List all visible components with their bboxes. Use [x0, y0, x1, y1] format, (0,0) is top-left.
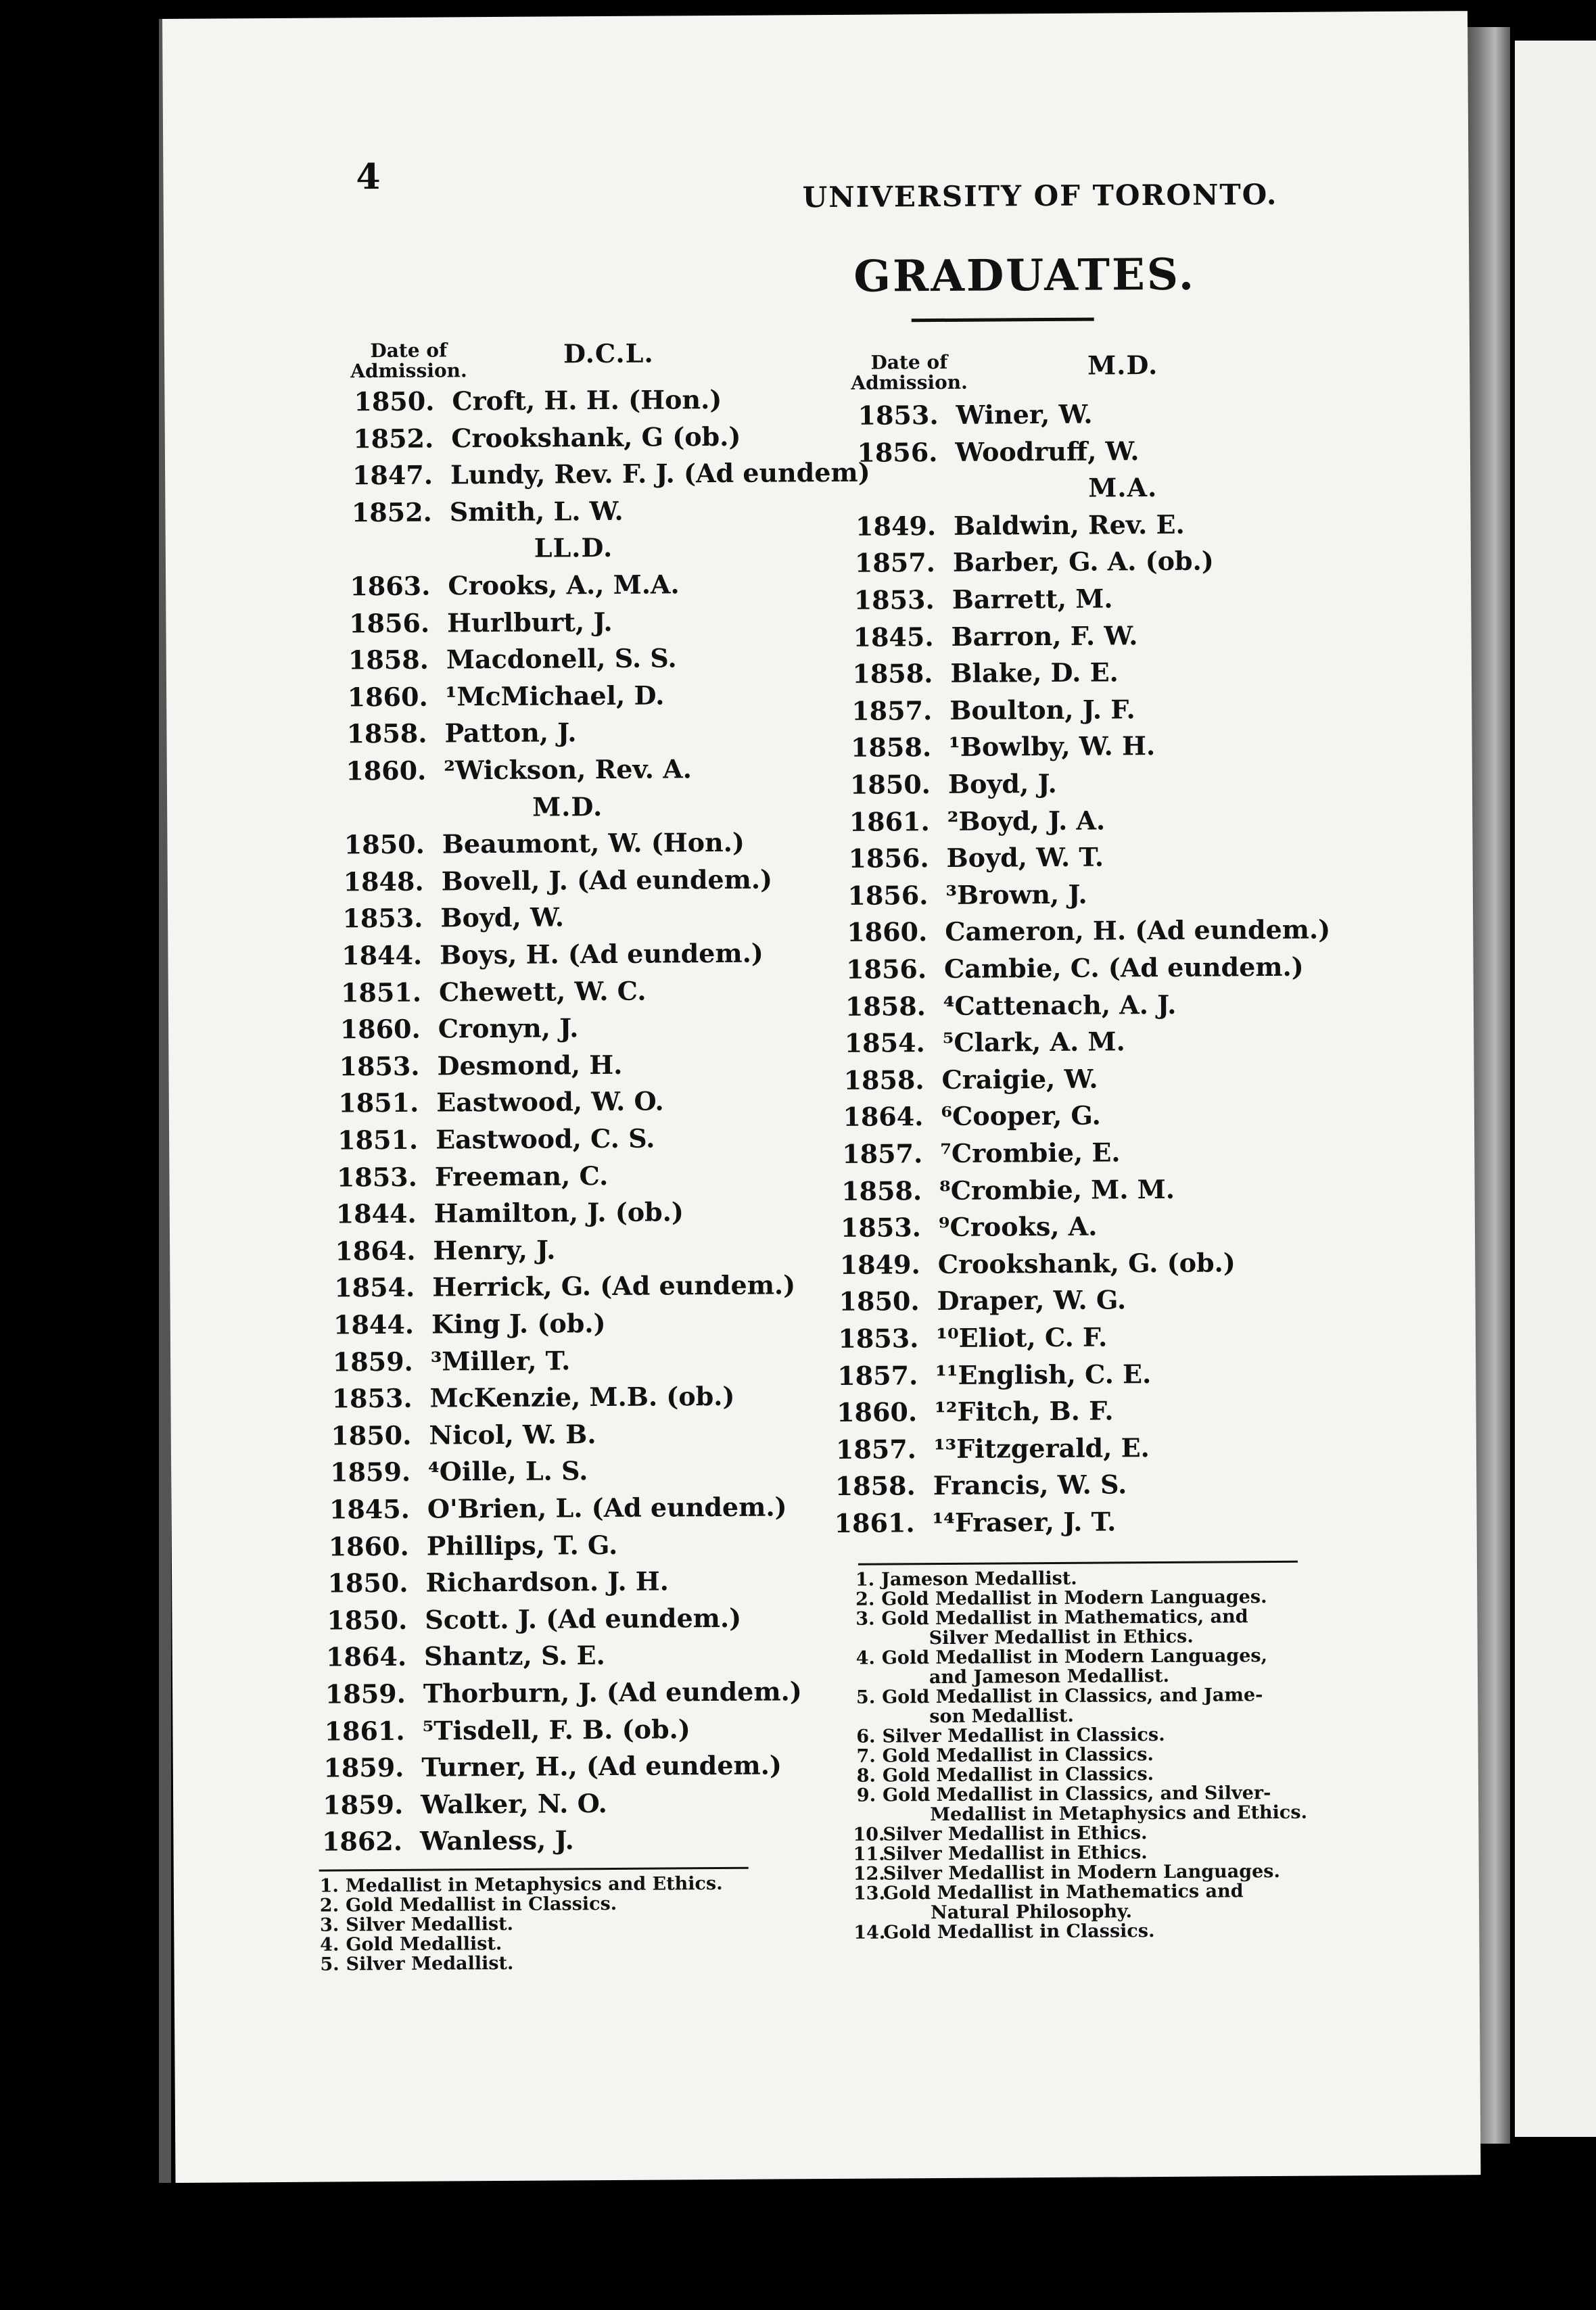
graduate-name: Freeman, C.: [434, 1160, 609, 1192]
admission-year: 1859.: [323, 1789, 404, 1820]
graduate-entry: [837, 1396, 1114, 1428]
admission-year: 1858.: [348, 644, 429, 676]
left-degree-header: D.C.L.: [563, 337, 654, 369]
graduate-entry: [836, 1432, 1150, 1465]
left-footnotes: [316, 1874, 724, 1975]
graduate-entry: [337, 1160, 609, 1192]
graduate-entry: [350, 569, 680, 601]
graduate-entry: [346, 753, 692, 786]
admission-year: 1858.: [346, 718, 427, 749]
footnote-number: 14.: [853, 1922, 886, 1943]
graduate-entry: [353, 421, 741, 454]
footnote-number: 3.: [855, 1608, 875, 1630]
graduate-name: ⁷Crombie, E.: [940, 1137, 1121, 1169]
graduate-name: Desmond, H.: [437, 1049, 623, 1081]
admission-year: 1851.: [340, 976, 422, 1008]
admission-year: 1851.: [337, 1124, 419, 1156]
footnote: [853, 1920, 1308, 1943]
graduate-name: Crookshank, G (ob.): [451, 421, 741, 453]
graduate-name: Bovell, J. (Ad eundem.): [441, 864, 773, 897]
admission-year: 1845.: [329, 1493, 410, 1525]
graduate-entry: [323, 1750, 782, 1783]
graduate-name: McKenzie, M.B. (ob.): [429, 1381, 735, 1413]
graduate-entry: [841, 1173, 1175, 1206]
graduate-name: Crookshank, G. (ob.): [937, 1247, 1236, 1279]
graduate-name: Walker, N. O.: [421, 1787, 607, 1820]
graduate-entry: [326, 1640, 605, 1672]
admission-year: 1856.: [349, 607, 430, 638]
graduate-name: Herrick, G. (Ad eundem.): [432, 1269, 796, 1302]
footnote-text: Gold Medallist in Classics.: [882, 1744, 1154, 1767]
graduate-entry: [325, 1714, 690, 1746]
footnote-text: Gold Medallist in Modern Languages,: [881, 1645, 1268, 1669]
admission-year: 1858.: [841, 1175, 922, 1206]
graduate-name: ²Wickson, Rev. A.: [444, 753, 693, 786]
admission-year: 1849.: [839, 1248, 920, 1280]
footnote-text: Gold Medallist in Classics, and Jame-: [882, 1684, 1263, 1708]
admission-year: 1853.: [853, 584, 935, 615]
ma-section-header: M.A.: [1088, 472, 1158, 503]
graduate-entry: [853, 620, 1137, 653]
graduate-entry: [337, 1123, 655, 1156]
graduate-entry: [839, 1285, 1126, 1317]
graduate-entry: [334, 1270, 795, 1303]
graduate-name: ⁵Clark, A. M.: [942, 1026, 1125, 1058]
admission-year: 1856.: [847, 879, 929, 911]
graduate-entry: [843, 1063, 1098, 1095]
admission-year: 1850.: [354, 385, 435, 417]
graduate-name: Boys, H. (Ad eundem.): [440, 937, 764, 970]
footnote-text: Gold Medallist.: [346, 1933, 502, 1956]
graduate-entry: [339, 1050, 622, 1082]
graduate-name: Phillips, T. G.: [426, 1529, 618, 1561]
graduate-entry: [848, 842, 1104, 874]
admission-year: 1857.: [837, 1359, 918, 1391]
graduate-name: Boulton, J. F.: [949, 694, 1135, 726]
admission-year: 1861.: [324, 1715, 405, 1747]
graduate-entry: [352, 457, 870, 491]
graduate-entry: [845, 989, 1177, 1021]
graduate-name: Blake, D. E.: [950, 657, 1119, 689]
graduate-entry: [349, 607, 613, 638]
graduate-entry: [845, 1027, 1125, 1059]
graduate-entry: [354, 384, 722, 417]
footnote-text: Natural Philosophy.: [931, 1901, 1133, 1924]
graduate-entry: [835, 1469, 1127, 1502]
admission-year: 1864.: [843, 1101, 924, 1133]
admission-year: 1856.: [845, 953, 927, 985]
graduate-name: Barron, F. W.: [951, 619, 1138, 652]
graduate-name: Crooks, A., M.A.: [448, 569, 680, 601]
footnote: [316, 1893, 723, 1916]
graduate-name: Richardson. J. H.: [425, 1565, 670, 1598]
graduate-entry: [840, 1247, 1236, 1280]
admission-year: 1853.: [339, 1050, 420, 1082]
admission-year: 1850.: [331, 1419, 412, 1451]
admission-year: 1858.: [852, 658, 933, 689]
footnote-text: Jameson Medallist.: [881, 1568, 1077, 1590]
graduate-entry: [843, 1100, 1101, 1132]
graduate-entry: [851, 694, 1135, 726]
graduate-entry: [340, 1012, 579, 1044]
graduate-name: Boyd, W.: [440, 901, 565, 933]
graduate-name: Woodruff, W.: [955, 435, 1140, 467]
admission-year: 1850.: [344, 828, 425, 860]
footnote: [852, 1724, 1307, 1747]
graduate-entry: [344, 827, 745, 860]
graduate-name: ¹³Fitzgerald, E.: [933, 1432, 1150, 1464]
graduate-entry: [333, 1308, 606, 1340]
admission-year: 1853.: [331, 1382, 413, 1414]
footnote-number: 7.: [856, 1745, 876, 1767]
graduate-name: Nicol, W. B.: [429, 1418, 596, 1451]
graduate-entry: [847, 914, 1330, 947]
footnote-text: Gold Medallist in Classics.: [345, 1893, 617, 1916]
admission-year: 1847.: [352, 459, 433, 491]
graduate-name: Barrett, M.: [952, 583, 1113, 615]
graduate-entry: [327, 1566, 669, 1599]
graduate-entry: [857, 435, 1139, 468]
footnote: [316, 1952, 723, 1975]
footnote-text: Gold Medallist in Modern Languages.: [881, 1586, 1267, 1610]
admission-year: 1850.: [849, 769, 931, 800]
footnote-text: Medallist in Metaphysics and Ethics.: [345, 1872, 723, 1897]
footnote: [853, 1744, 1307, 1766]
graduate-entry: [854, 583, 1113, 615]
md-section-header: M.D.: [532, 791, 603, 822]
page-title: GRADUATES.: [853, 249, 1196, 302]
admission-year: 1853.: [342, 903, 423, 934]
graduate-name: Scott. J. (Ad eundem.): [425, 1602, 742, 1635]
footnote-text: Silver Medallist.: [346, 1952, 514, 1975]
admission-year: 1844.: [333, 1309, 415, 1340]
graduate-entry: [344, 864, 773, 897]
admission-year: 1856.: [857, 436, 938, 468]
graduate-name: ¹McMichael, D.: [445, 680, 665, 712]
admission-year: 1859.: [332, 1346, 413, 1377]
graduate-name: ¹²Fitch, B. F.: [934, 1395, 1114, 1428]
graduate-entry: [331, 1381, 734, 1414]
graduate-entry: [850, 768, 1057, 800]
admission-year: 1852.: [351, 496, 432, 528]
graduate-entry: [858, 399, 1092, 431]
graduate-name: Craigie, W.: [941, 1063, 1098, 1095]
footnote-number: 9.: [856, 1785, 876, 1806]
graduate-name: ⁶Cooper, G.: [941, 1100, 1101, 1132]
admission-year: 1857.: [835, 1434, 917, 1465]
graduate-entry: [847, 878, 1087, 910]
right-date-header: Date of Admission.: [851, 350, 968, 394]
graduate-entry: [342, 938, 764, 971]
admission-year: 1862.: [321, 1826, 403, 1857]
admission-year: 1852.: [353, 423, 434, 454]
footnote: [316, 1933, 723, 1955]
graduate-name: ²Boyd, J. A.: [947, 805, 1106, 836]
footnote: [316, 1913, 723, 1935]
graduate-entry: [323, 1788, 607, 1820]
footnote-text: Gold Medallist in Classics, and Silver-: [882, 1783, 1271, 1806]
graduate-name: Eastwood, C. S.: [435, 1123, 655, 1155]
footnote-text: son Medallist.: [929, 1705, 1074, 1728]
graduate-entry: [851, 730, 1155, 763]
running-head: UNIVERSITY OF TORONTO.: [802, 177, 1278, 214]
graduate-name: ¹Bowlby, W. H.: [948, 730, 1156, 763]
admission-year: 1844.: [342, 939, 423, 971]
adjacent-page-edge: [1515, 41, 1596, 2137]
graduate-entry: [341, 975, 647, 1008]
graduate-name: Barber, G. A. (ob.): [952, 545, 1214, 578]
graduate-name: Henry, J.: [433, 1234, 556, 1266]
graduate-name: ¹⁰Eliot, C. F.: [936, 1321, 1108, 1354]
graduate-entry: [846, 951, 1304, 985]
footnote-number: 3.: [319, 1914, 339, 1936]
graduate-name: ¹¹English, C. E.: [935, 1358, 1152, 1390]
graduate-entry: [837, 1359, 1151, 1391]
page-number: 4: [356, 156, 381, 198]
footnote-number: 5.: [320, 1954, 339, 1975]
graduate-name: Thorburn, J. (Ad eundem.): [423, 1676, 802, 1709]
graduate-entry: [336, 1197, 684, 1229]
graduate-name: King J. (ob.): [431, 1308, 606, 1340]
graduate-name: ⁸Crombie, M. M.: [939, 1173, 1175, 1206]
left-date-header: Date of Admission.: [350, 339, 467, 383]
admission-year: 1857.: [851, 694, 933, 726]
graduate-name: ³Miller, T.: [430, 1344, 571, 1377]
graduate-entry: [331, 1419, 596, 1451]
graduate-entry: [333, 1345, 571, 1377]
graduate-name: Hamilton, J. (ob.): [433, 1196, 684, 1229]
left-footnote-rule: [319, 1867, 749, 1872]
graduate-name: Beaumont, W. (Hon.): [442, 826, 745, 859]
graduate-name: Lundy, Rev. F. J. (Ad eundem): [450, 456, 870, 490]
footnote-text: Gold Medallist in Classics.: [882, 1764, 1154, 1787]
admission-year: 1845.: [853, 621, 934, 653]
graduate-name: Wanless, J.: [419, 1824, 574, 1857]
admission-year: 1858.: [843, 1064, 924, 1095]
graduate-name: Cambie, C. (Ad eundem.): [943, 951, 1304, 984]
graduate-entry: [342, 902, 564, 934]
admission-year: 1849.: [855, 510, 937, 542]
graduate-name: ³Brown, J.: [945, 878, 1087, 910]
footnote-text: Silver Medallist.: [346, 1913, 514, 1936]
document-page: [162, 11, 1481, 2183]
graduate-name: Cronyn, J.: [438, 1012, 579, 1044]
footnote-text: Medallist in Metaphysics and Ethics.: [930, 1801, 1308, 1826]
admission-year: 1853.: [840, 1212, 922, 1244]
footnote: [853, 1881, 1308, 1904]
admission-year: 1850.: [327, 1568, 408, 1599]
graduate-name: Patton, J.: [444, 717, 577, 749]
graduate-name: Turner, H., (Ad eundem.): [421, 1749, 782, 1783]
graduate-name: Boyd, J.: [947, 768, 1057, 799]
admission-year: 1860.: [328, 1530, 409, 1562]
footnote-text: Gold Medallist in Mathematics, and: [881, 1606, 1248, 1630]
admission-year: 1859.: [323, 1752, 404, 1783]
graduate-entry: [335, 1234, 555, 1266]
footnote-number: 5.: [855, 1687, 876, 1708]
admission-year: 1853.: [858, 400, 939, 431]
graduate-name: Draper, W. G.: [937, 1284, 1127, 1317]
admission-year: 1864.: [325, 1641, 407, 1672]
graduate-entry: [330, 1456, 588, 1488]
graduate-name: Hurlburt, J.: [447, 606, 613, 638]
right-degree-header: M.D.: [1087, 350, 1158, 381]
footnote-text: Silver Medallist in Ethics.: [929, 1626, 1194, 1649]
graduate-entry: [346, 717, 576, 749]
footnote-number: 8.: [856, 1765, 876, 1787]
graduate-entry: [329, 1491, 787, 1524]
graduate-entry: [855, 546, 1214, 578]
admission-year: 1860.: [339, 1013, 421, 1045]
footnote: [852, 1646, 1307, 1668]
footnote-number: 4.: [855, 1647, 875, 1669]
graduate-name: ¹⁴Fraser, J. T.: [932, 1506, 1117, 1538]
graduate-entry: [838, 1322, 1107, 1354]
graduate-name: Winer, W.: [956, 398, 1093, 430]
admission-year: 1854.: [334, 1272, 415, 1303]
graduate-name: Smith, L. W.: [449, 495, 624, 527]
graduate-entry: [322, 1825, 574, 1857]
graduate-name: Croft, H. H. (Hon.): [452, 383, 722, 417]
graduate-name: Boyd, W. T.: [946, 841, 1104, 874]
admission-year: 1859.: [330, 1457, 411, 1488]
admission-year: 1858.: [845, 990, 926, 1022]
footnote-number: 2.: [319, 1895, 339, 1916]
footnote-text: Silver Medallist in Ethics.: [883, 1842, 1148, 1865]
footnote-number: 1.: [319, 1875, 339, 1897]
graduate-name: Baldwin, Rev. E.: [953, 509, 1185, 541]
admission-year: 1860.: [346, 755, 427, 786]
footnote: [316, 1874, 723, 1896]
graduate-entry: [325, 1676, 802, 1709]
admission-year: 1860.: [836, 1396, 918, 1428]
graduate-name: Chewett, W. C.: [438, 975, 647, 1008]
footnote-text: and Jameson Medallist.: [929, 1665, 1170, 1689]
admission-year: 1861.: [834, 1507, 915, 1538]
admission-year: 1861.: [849, 805, 930, 837]
footnote-number: 4.: [320, 1934, 339, 1956]
footnote-text: Gold Medallist in Mathematics and: [883, 1881, 1244, 1904]
graduate-entry: [338, 1086, 664, 1118]
lld-section-header: LL.D.: [534, 532, 613, 564]
admission-year: 1853.: [838, 1323, 919, 1354]
admission-year: 1854.: [844, 1027, 925, 1059]
footnote-number: 2.: [855, 1588, 875, 1610]
admission-year: 1853.: [336, 1161, 418, 1193]
graduate-name: Cameron, H. (Ad eundem.): [945, 914, 1331, 947]
footnote: [853, 1822, 1307, 1845]
admission-year: 1851.: [338, 1087, 419, 1118]
footnote-number: 1.: [855, 1569, 875, 1590]
graduate-name: Macdonell, S. S.: [446, 642, 677, 675]
footnote-text: Silver Medallist in Ethics.: [883, 1822, 1148, 1845]
graduate-entry: [327, 1603, 741, 1636]
graduate-entry: [352, 496, 624, 527]
footnote: [853, 1803, 1307, 1825]
graduate-name: Francis, W. S.: [933, 1469, 1127, 1501]
admission-year: 1848.: [343, 866, 424, 897]
footnote-number: 11.: [853, 1843, 885, 1865]
graduate-entry: [855, 509, 1185, 542]
footnote-text: Gold Medallist in Classics.: [883, 1920, 1155, 1943]
graduate-entry: [834, 1506, 1116, 1538]
graduate-entry: [841, 1211, 1098, 1243]
graduate-name: O'Brien, L. (Ad eundem.): [427, 1491, 787, 1524]
graduate-name: Eastwood, W. O.: [436, 1085, 664, 1118]
admission-year: 1864.: [335, 1235, 416, 1267]
footnote-number: 13.: [853, 1883, 886, 1904]
admission-year: 1850.: [839, 1286, 920, 1317]
right-footnote-rule: [858, 1561, 1298, 1565]
admission-year: 1856.: [848, 843, 929, 874]
admission-year: 1850.: [327, 1604, 408, 1636]
footnote-number: 10.: [853, 1824, 885, 1845]
graduate-entry: [849, 805, 1106, 836]
admission-year: 1858.: [850, 732, 932, 763]
graduate-name: ⁵Tisdell, F. B. (ob.): [422, 1713, 690, 1746]
footnote: [852, 1705, 1307, 1727]
graduate-name: Shantz, S. E.: [423, 1640, 605, 1672]
footnote-text: Silver Medallist in Classics.: [882, 1724, 1165, 1747]
footnote-text: Silver Medallist in Modern Languages.: [883, 1860, 1280, 1885]
right-footnotes: [851, 1568, 1308, 1943]
footnote-number: 6.: [856, 1726, 876, 1747]
admission-year: 1860.: [347, 681, 428, 713]
graduate-name: ⁴Cattenach, A. J.: [943, 989, 1177, 1021]
graduate-entry: [348, 643, 677, 676]
admission-year: 1857.: [854, 547, 936, 579]
admission-year: 1859.: [325, 1678, 406, 1710]
footnote: [853, 1901, 1308, 1923]
admission-year: 1844.: [335, 1198, 417, 1229]
footnote: [852, 1685, 1307, 1707]
graduate-name: ⁹Crooks, A.: [938, 1210, 1098, 1243]
title-rule: [912, 318, 1094, 323]
graduate-entry: [852, 657, 1119, 689]
admission-year: 1857.: [842, 1138, 923, 1169]
graduate-name: ⁴Oille, L. S.: [428, 1455, 588, 1488]
admission-year: 1860.: [847, 916, 928, 948]
graduate-entry: [348, 680, 665, 712]
graduate-entry: [842, 1137, 1121, 1169]
admission-year: 1863.: [350, 570, 431, 602]
footnote: [851, 1607, 1306, 1629]
graduate-entry: [329, 1530, 618, 1562]
admission-year: 1858.: [835, 1470, 916, 1502]
footnote-number: 12.: [853, 1863, 885, 1885]
